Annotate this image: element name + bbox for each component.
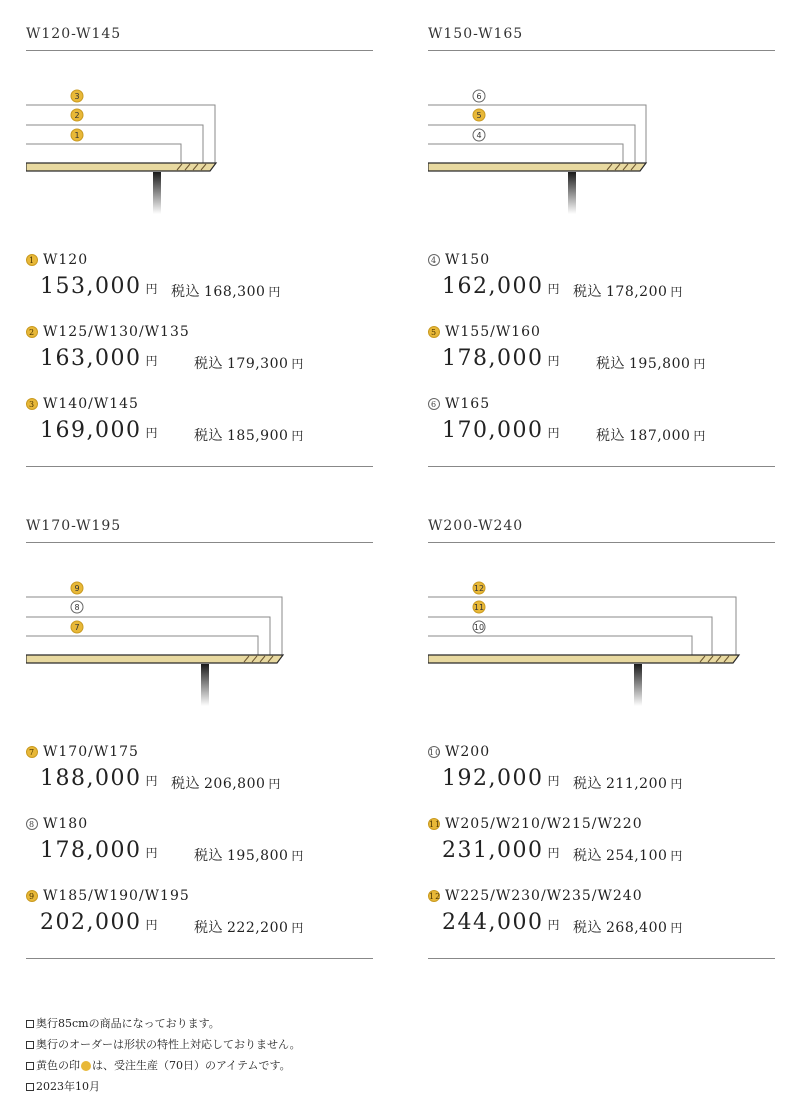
base-price (40, 910, 158, 935)
section-divider (26, 958, 373, 959)
price-item (26, 394, 373, 448)
yen-unit: 円 (268, 285, 281, 299)
size-section (26, 492, 373, 942)
section-divider (428, 466, 775, 467)
note-depth-order: 奥行のオーダーは形状の特性上対応しておりません。 (26, 1034, 301, 1055)
table-size-diagram (26, 572, 373, 712)
diagram-marker-label: 5 (476, 111, 482, 120)
tax-included-price (194, 917, 303, 937)
tax-included-price (573, 845, 682, 865)
yen-unit: 円 (547, 426, 560, 440)
size-widths: W150 (445, 252, 491, 268)
base-price-value: 178,000 (40, 838, 142, 863)
base-price-value: 202,000 (40, 910, 142, 935)
tax-label: 税込 (171, 776, 200, 792)
base-price-value: 163,000 (40, 346, 142, 371)
size-guide-line (26, 105, 215, 163)
tax-included-price (596, 425, 705, 445)
size-number-badge: 12 (429, 892, 442, 901)
table-size-diagram (26, 80, 373, 220)
tax-label: 税込 (171, 284, 200, 300)
price-item (428, 322, 775, 376)
section-divider (26, 50, 373, 51)
tabletop-board (428, 655, 739, 663)
section-divider (26, 542, 373, 543)
section-divider (428, 542, 775, 543)
size-number-badge: 9 (26, 890, 38, 902)
section-title: W200-W240 (428, 518, 524, 534)
size-section (428, 0, 775, 450)
tax-price-value: 179,300 (227, 356, 289, 372)
tax-label: 税込 (573, 776, 602, 792)
tax-included-price (194, 845, 303, 865)
yen-unit: 円 (693, 429, 706, 443)
tax-price-value: 222,200 (227, 920, 289, 936)
tax-included-price (194, 425, 303, 445)
item-size-label (428, 814, 775, 834)
item-size-label (26, 742, 373, 762)
base-price (442, 910, 560, 935)
size-widths: W125/W130/W135 (43, 324, 190, 340)
yen-unit: 円 (670, 849, 683, 863)
item-size-label (428, 394, 775, 414)
price-row (26, 766, 373, 796)
size-widths: W185/W190/W195 (43, 888, 190, 904)
item-size-label (26, 814, 373, 834)
price-item (26, 886, 373, 940)
size-widths: W200 (445, 744, 491, 760)
tax-price-value: 168,300 (204, 284, 266, 300)
yen-unit: 円 (268, 777, 281, 791)
base-price (40, 346, 158, 371)
yen-unit: 円 (547, 918, 560, 932)
size-number-badge: 10 (429, 748, 442, 757)
base-price-value: 170,000 (442, 418, 544, 443)
price-item (26, 250, 373, 304)
tax-label: 税込 (573, 920, 602, 936)
tax-label: 税込 (596, 356, 625, 372)
diagram-marker-label: 3 (74, 92, 80, 101)
size-widths: W140/W145 (43, 396, 139, 412)
yen-unit: 円 (145, 282, 158, 296)
price-item (428, 814, 775, 868)
size-widths: W205/W210/W215/W220 (445, 816, 643, 832)
item-size-label (428, 250, 775, 270)
tax-label: 税込 (596, 428, 625, 444)
tax-price-value: 268,400 (606, 920, 668, 936)
price-row (428, 838, 775, 868)
checkbox-square-icon (26, 1062, 34, 1070)
size-number-badge: 4 (428, 254, 440, 266)
size-section (428, 492, 775, 942)
tax-price-value: 195,800 (629, 356, 691, 372)
yen-unit: 円 (145, 846, 158, 860)
yen-unit: 円 (145, 918, 158, 932)
yen-unit: 円 (670, 777, 683, 791)
yen-unit: 円 (291, 357, 304, 371)
base-price (40, 838, 158, 863)
item-size-label (26, 886, 373, 906)
diagram-marker-label: 7 (74, 623, 80, 632)
tax-price-value: 195,800 (227, 848, 289, 864)
price-item (428, 394, 775, 448)
yen-unit: 円 (145, 354, 158, 368)
size-widths: W155/W160 (445, 324, 541, 340)
tax-label: 税込 (194, 920, 223, 936)
tax-included-price (171, 281, 280, 301)
item-size-label (428, 322, 775, 342)
size-widths: W225/W230/W235/W240 (445, 888, 643, 904)
base-price-value: 188,000 (40, 766, 142, 791)
size-guide-line (26, 144, 181, 163)
diagram-marker-label: 10 (473, 623, 485, 632)
section-title: W120-W145 (26, 26, 122, 42)
tax-price-value: 187,000 (629, 428, 691, 444)
size-guide-line (428, 144, 623, 163)
size-widths: W165 (445, 396, 491, 412)
table-size-diagram (428, 572, 775, 712)
tax-included-price (171, 773, 280, 793)
section-divider (428, 958, 775, 959)
yen-unit: 円 (547, 354, 560, 368)
size-section (26, 0, 373, 450)
note-depth: 奥行85cmの商品になっております。 (26, 1013, 301, 1034)
tax-label: 税込 (573, 284, 602, 300)
base-price-value: 192,000 (442, 766, 544, 791)
diagram-marker-label: 9 (74, 584, 80, 593)
yen-unit: 円 (547, 282, 560, 296)
table-leg (201, 664, 209, 706)
table-leg (634, 664, 642, 706)
yellow-dot-icon (81, 1061, 91, 1071)
size-widths: W180 (43, 816, 89, 832)
item-size-label (26, 394, 373, 414)
base-price (442, 274, 560, 299)
item-size-label (428, 742, 775, 762)
tax-price-value: 206,800 (204, 776, 266, 792)
tax-included-price (573, 281, 682, 301)
yen-unit: 円 (291, 849, 304, 863)
note-yellow-mark: 黄色の印 は、受注生産（70日）のアイテムです。 (26, 1055, 301, 1076)
size-widths: W170/W175 (43, 744, 139, 760)
tax-included-price (573, 917, 682, 937)
size-guide-line (428, 105, 646, 163)
base-price-value: 169,000 (40, 418, 142, 443)
size-number-badge: 3 (26, 398, 38, 410)
table-size-diagram (428, 80, 775, 220)
size-guide-line (428, 636, 692, 655)
tax-label: 税込 (194, 356, 223, 372)
diagram-marker-label: 1 (74, 131, 80, 140)
price-row (26, 418, 373, 448)
size-guide-line (26, 636, 258, 655)
footnotes (26, 1013, 301, 1097)
base-price-value: 231,000 (442, 838, 544, 863)
yen-unit: 円 (670, 285, 683, 299)
item-size-label (428, 886, 775, 906)
table-leg (568, 172, 576, 214)
tax-label: 税込 (573, 848, 602, 864)
price-row (26, 838, 373, 868)
price-row (26, 274, 373, 304)
diagram-marker-label: 6 (476, 92, 482, 101)
section-divider (26, 466, 373, 467)
price-item (26, 742, 373, 796)
base-price (442, 346, 560, 371)
checkbox-square-icon (26, 1083, 34, 1091)
price-item (428, 886, 775, 940)
tax-included-price (194, 353, 303, 373)
checkbox-square-icon (26, 1041, 34, 1049)
size-widths: W120 (43, 252, 89, 268)
base-price (40, 274, 158, 299)
yen-unit: 円 (547, 774, 560, 788)
tax-price-value: 211,200 (606, 776, 668, 792)
yen-unit: 円 (547, 846, 560, 860)
item-size-label (26, 250, 373, 270)
yen-unit: 円 (693, 357, 706, 371)
price-row (26, 346, 373, 376)
price-row (428, 346, 775, 376)
size-guide-line (26, 597, 282, 655)
tabletop-board (428, 163, 646, 171)
note-date: 2023年10月 (26, 1076, 301, 1097)
section-divider (428, 50, 775, 51)
size-number-badge: 5 (428, 326, 440, 338)
item-size-label (26, 322, 373, 342)
size-number-badge: 8 (26, 818, 38, 830)
tax-price-value: 254,100 (606, 848, 668, 864)
diagram-marker-label: 11 (473, 603, 485, 612)
price-item (428, 250, 775, 304)
diagram-marker-label: 8 (74, 603, 80, 612)
diagram-marker-label: 4 (476, 131, 482, 140)
base-price (40, 418, 158, 443)
section-title: W170-W195 (26, 518, 122, 534)
yen-unit: 円 (291, 429, 304, 443)
base-price (40, 766, 158, 791)
base-price (442, 838, 560, 863)
base-price (442, 418, 560, 443)
tax-label: 税込 (194, 428, 223, 444)
size-number-badge: 2 (26, 326, 38, 338)
base-price-value: 153,000 (40, 274, 142, 299)
yen-unit: 円 (291, 921, 304, 935)
tax-included-price (573, 773, 682, 793)
price-row (428, 910, 775, 940)
size-number-badge: 6 (428, 398, 440, 410)
table-leg (153, 172, 161, 214)
tax-label: 税込 (194, 848, 223, 864)
size-number-badge: 7 (26, 746, 38, 758)
price-row (428, 418, 775, 448)
checkbox-square-icon (26, 1020, 34, 1028)
price-row (428, 274, 775, 304)
diagram-marker-label: 2 (74, 111, 80, 120)
base-price-value: 244,000 (442, 910, 544, 935)
price-row (428, 766, 775, 796)
size-number-badge: 1 (26, 254, 38, 266)
price-item (428, 742, 775, 796)
yen-unit: 円 (670, 921, 683, 935)
base-price-value: 162,000 (442, 274, 544, 299)
tax-price-value: 185,900 (227, 428, 289, 444)
base-price-value: 178,000 (442, 346, 544, 371)
yen-unit: 円 (145, 426, 158, 440)
price-item (26, 322, 373, 376)
size-number-badge: 11 (429, 820, 442, 829)
base-price (442, 766, 560, 791)
price-row (26, 910, 373, 940)
tax-price-value: 178,200 (606, 284, 668, 300)
price-item (26, 814, 373, 868)
section-title: W150-W165 (428, 26, 524, 42)
yen-unit: 円 (145, 774, 158, 788)
tax-included-price (596, 353, 705, 373)
diagram-marker-label: 12 (473, 584, 485, 593)
